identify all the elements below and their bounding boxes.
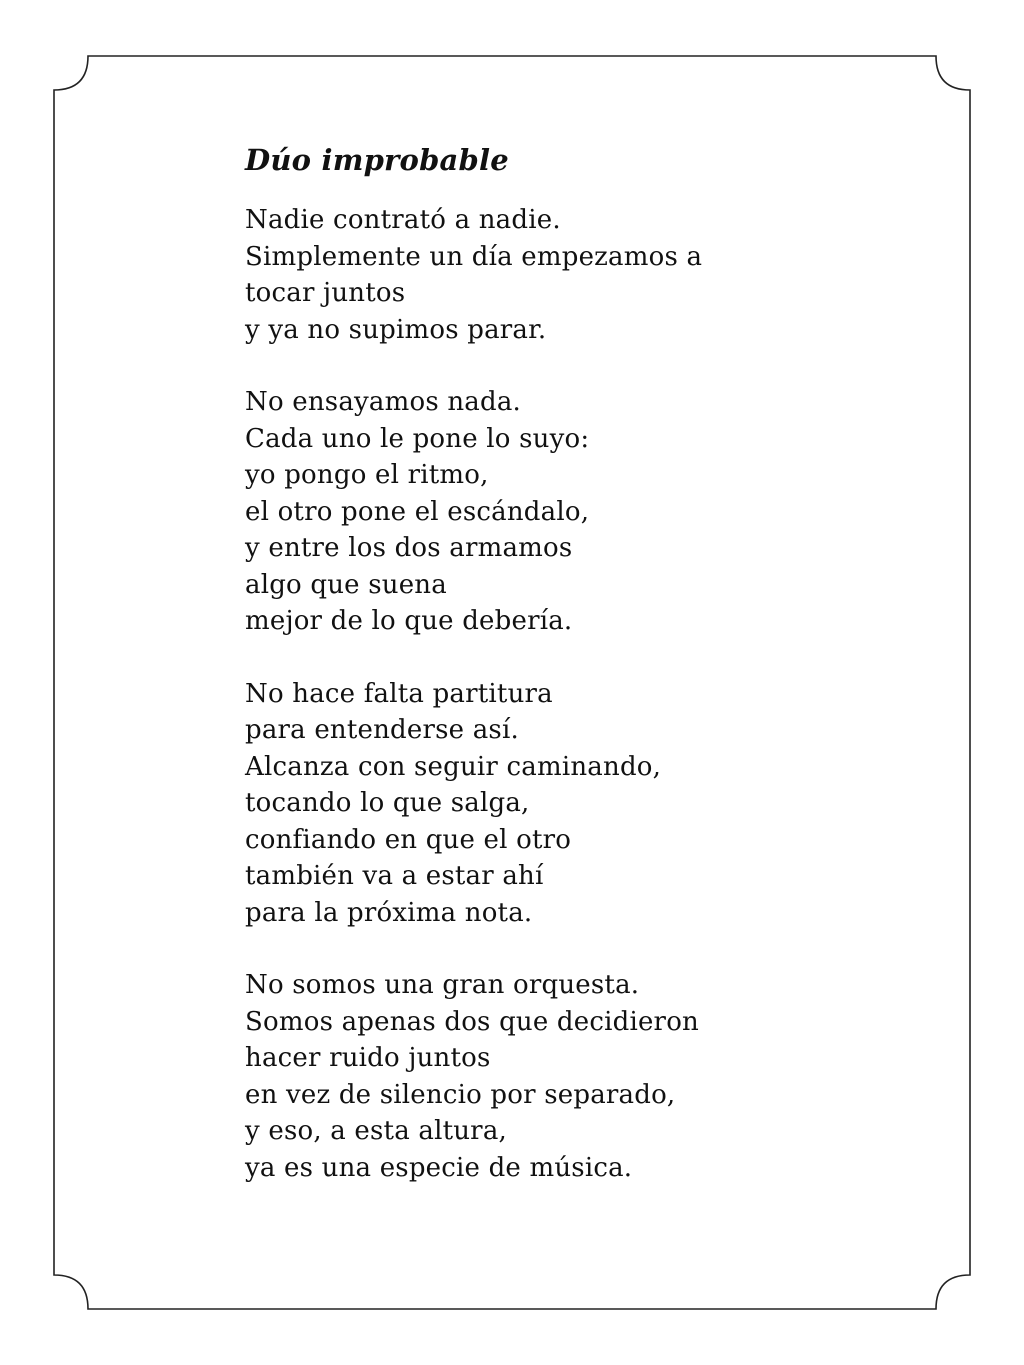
poem-line: en vez de silencio por separado, [245,1079,676,1110]
poem-line: Alcanza con seguir caminando, [245,751,662,782]
poem-line: también va a estar ahí [245,861,544,891]
poem-line: No ensayamos nada. [245,387,522,417]
poem-line: algo que suena [245,569,447,600]
poem-line: No somos una gran orquesta. [245,970,640,1000]
poem-line: No hace falta partitura [245,678,553,709]
poem-line: mejor de lo que debería. [245,606,573,636]
stanza-3 [245,676,925,932]
poem-line: y eso, a esta altura, [245,1116,507,1146]
poem-title: Dúo improbable [245,143,509,177]
poem-line: para la próxima nota. [245,897,533,928]
poem-line: Simplemente un día empezamos a [245,241,703,272]
poem-line: tocando lo que salga, [245,788,530,818]
poem-line: Somos apenas dos que decidieron [245,1006,699,1037]
poem-line: yo pongo el ritmo, [245,460,489,490]
poem-line: Nadie contrató a nadie. [245,205,561,235]
poem [245,140,925,1222]
poem-line: Cada uno le pone lo suyo: [245,423,590,454]
stanza-1 [245,202,925,348]
stanza-2 [245,384,925,640]
poem-line: ya es una especie de música. [245,1152,633,1183]
poem-line: tocar juntos [245,278,406,308]
poem-line: y entre los dos armamos [245,533,573,563]
poem-line: el otro pone el escándalo, [245,496,590,527]
stanza-4 [245,967,925,1186]
poem-line: y ya no supimos parar. [245,314,547,345]
poem-line: confiando en que el otro [245,824,572,855]
poem-line: hacer ruido juntos [245,1043,491,1073]
poem-line: para entenderse así. [245,715,519,745]
